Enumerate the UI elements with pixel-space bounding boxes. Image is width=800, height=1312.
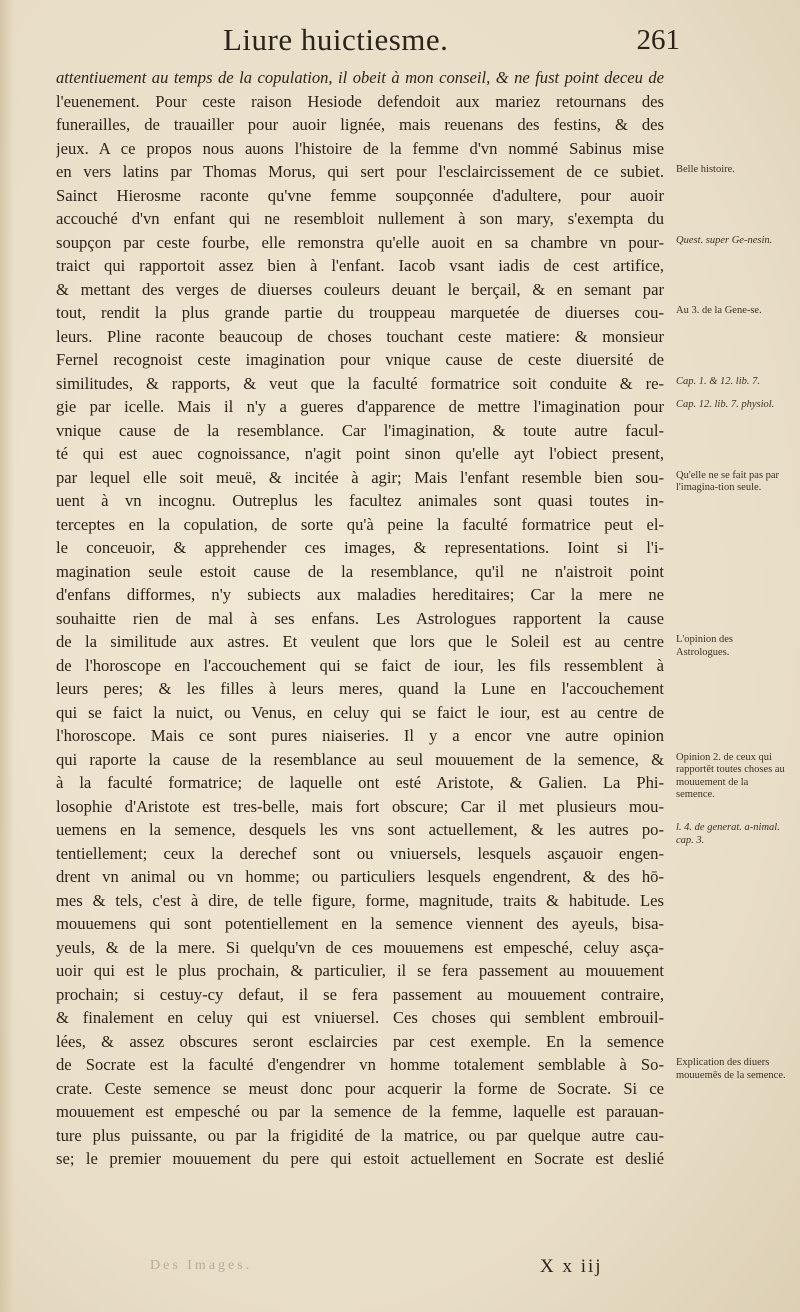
text-line: d'enfans difformes, n'y subiects aux maladies hereditaires; Car la mere ne xyxy=(56,585,664,604)
text-line: terceptes en la copulation, de sorte qu'à peine la faculté formatrice peut el- xyxy=(56,514,664,534)
text-line: lées, & assez obscures seront esclaircies par cest exemple. En la semence xyxy=(56,1031,664,1051)
text-line: gie par icelle. Mais il n'y a gueres d'apparence de mettre l'imagination pour xyxy=(56,397,664,416)
text-line: leurs peres; & les filles à leurs meres, quand la Lune en l'accouchement xyxy=(56,679,664,698)
text-line: soupçon par ceste fourbe, elle remonstra qu'elle auoit en sa chambre vn pour- xyxy=(56,232,664,252)
text-line: té qui est auec cognoissance, n'agit point sinon qu'elle ayt l'obiect present, xyxy=(56,444,664,463)
text-line: Sainct Hierosme raconte qu'vne femme soupçonnée d'adultere, pour auoir xyxy=(56,185,664,205)
text-line: de l'horoscope en l'accouchement qui se faict de iour, les fils ressemblent à xyxy=(56,655,664,675)
text-line: attentiuement au temps de la copulation, il obeit à mon conseil, & ne fust point deceu de xyxy=(56,68,664,87)
text-line: Fernel recognoist ceste imagination pour vnique cause de ceste diuersité de xyxy=(56,350,664,369)
margin-note: Cap. 12. lib. 7. physiol. xyxy=(676,399,775,410)
text-line: traict qui rapportoit assez bien à l'enfant. Iacob vsant iadis de cest artifice, xyxy=(56,256,664,275)
bleed-through-text: Des Images. xyxy=(150,1258,253,1273)
page-number: 261 xyxy=(636,24,680,56)
text-line: à la faculté formatrice; de laquelle ont esté Aristote, & Galien. La Phi- xyxy=(56,773,664,792)
text-line: crate. Ceste semence se meust donc pour acquerir la forme de Socrate. Si ce xyxy=(56,1078,664,1098)
text-line: mes & tels, c'est à dire, de telle figure, forme, magnitude, traits & habitude. Les xyxy=(56,890,664,910)
text-line: uent à vn incognu. Outreplus les facultez animales sont quasi toutes in- xyxy=(56,491,664,510)
running-head: Liure huictiesme. xyxy=(223,22,449,57)
main-text-block xyxy=(56,66,664,1171)
text-line: funerailles, de trauailler pour auoir lignée, mais reuenans des festins, & des xyxy=(56,115,664,134)
text-line: mouuemens qui sont potentiellement en la semence viennent des ayeuls, bisa- xyxy=(56,914,664,933)
text-line: accouché d'vn enfant qui ne resembloit nullement à son mary, s'exempta du xyxy=(56,209,664,228)
margin-note: l. 4. de generat. a-nimal. cap. 3. xyxy=(676,822,780,846)
text-line: prochain; si cestuy-cy defaut, il se fera passement au mouuement contraire, xyxy=(56,984,664,1004)
text-line: se; le premier mouuement du pere qui estoit actuellement en Socrate est deslié xyxy=(56,1149,664,1168)
text-line: l'horoscope. Mais ce sont pures niaiseries. Il y a encor vne autre opinion xyxy=(56,726,664,745)
text-line: losophie d'Aristote est tres-belle, mais fort obscure; Car il met plusieurs mou- xyxy=(56,796,664,816)
margin-note: Explication des diuers mouuemēs de la semence. xyxy=(676,1057,786,1081)
text-line: de Socrate est la faculté d'engendrer vn homme totalement semblable à So- xyxy=(56,1055,664,1074)
text-line: qui se faict la nuict, ou Venus, en celuy qui se faict le iour, est au centre de xyxy=(56,702,664,722)
text-line: souhaitte rien de mal à ses enfans. Les Astrologues rapportent la cause xyxy=(56,608,664,628)
page-header xyxy=(60,14,680,60)
margin-note: Qu'elle ne se fait pas par l'imagina-tion seule. xyxy=(676,469,780,493)
text-line: magination seule estoit cause de la resemblance, qu'il ne n'aistroit point xyxy=(56,561,664,581)
text-line: ture plus puissante, ou par la frigidité de la matrice, ou par quelque autre cau- xyxy=(56,1125,664,1145)
text-line: leurs. Pline raconte beaucoup de choses touchant ceste matiere: & monsieur xyxy=(56,326,664,346)
text-line: mouuement est empesché ou par la semence de la femme, laquelle est parauan- xyxy=(56,1102,664,1121)
text-line: tentiellement; ceux la derechef sont ou vniuersels, lesquels asçauoir engen- xyxy=(56,843,664,863)
text-line: de la similitude aux astres. Et veulent que lors que le Soleil est au centre xyxy=(56,632,664,651)
text-line: uoir qui est le plus prochain, & particulier, il se fera passement au mouuement xyxy=(56,961,664,980)
signature-mark: X x iij xyxy=(540,1256,603,1277)
text-line: & finalement en celuy qui est vniuersel. Ces choses qui semblent embrouil- xyxy=(56,1008,664,1027)
text-line: drent vn animal ou vn homme; ou particuliers lesquels engendrent, & des hō- xyxy=(56,867,664,886)
text-line: le conceuoir, & apprehender ces images, & representations. Ioint si l'i- xyxy=(56,538,664,557)
text-line: qui raporte la cause de la resemblance au seul mouuement de la semence, & xyxy=(56,749,664,769)
margin-note: Belle histoire. xyxy=(676,164,735,175)
text-line: jeux. A ce propos nous auons l'histoire de la femme d'vn nommé Sabinus mise xyxy=(56,138,664,158)
text-line: & mettant des verges de diuerses couleurs deuant le berçail, & en semant par xyxy=(56,279,664,299)
gutter-shadow xyxy=(0,0,14,1312)
text-line: tout, rendit la plus grande partie du trouppeau marquetée de diuerses cou- xyxy=(56,303,664,322)
margin-note: Opinion 2. de ceux qui rapportēt toutes choses au mouuement de la semence. xyxy=(676,751,785,800)
text-line: similitudes, & rapports, & veut que la faculté formatrice soit conduite & re- xyxy=(56,373,664,393)
margin-note: L'opinion des Astrologues. xyxy=(676,634,734,658)
text-line: l'euenement. Pour ceste raison Hesiode defendoit aux mariez retournans des xyxy=(56,91,664,111)
text-line: yeuls, & de la mere. Si quelqu'vn de ces mouuemens est empesché, celuy asça- xyxy=(56,937,664,957)
margin-note: Cap. 1. & 12. lib. 7. xyxy=(676,375,761,387)
text-line: en vers latins par Thomas Morus, qui sert pour l'esclaircissement de ce subiet. xyxy=(56,162,664,181)
text-line: par lequel elle soit meuë, & incitée à agir; Mais l'enfant resemble bien sou- xyxy=(56,467,664,487)
margin-note: Au 3. de la Gene-se. xyxy=(676,305,762,316)
text-line: vnique cause de la resemblance. Car l'imagination, & toute autre facul- xyxy=(56,420,664,440)
text-line: uemens en la semence, desquels les vns sont actuellement, & les autres po- xyxy=(56,820,664,839)
margin-note: Quest. super Ge-nesin. xyxy=(676,234,773,246)
